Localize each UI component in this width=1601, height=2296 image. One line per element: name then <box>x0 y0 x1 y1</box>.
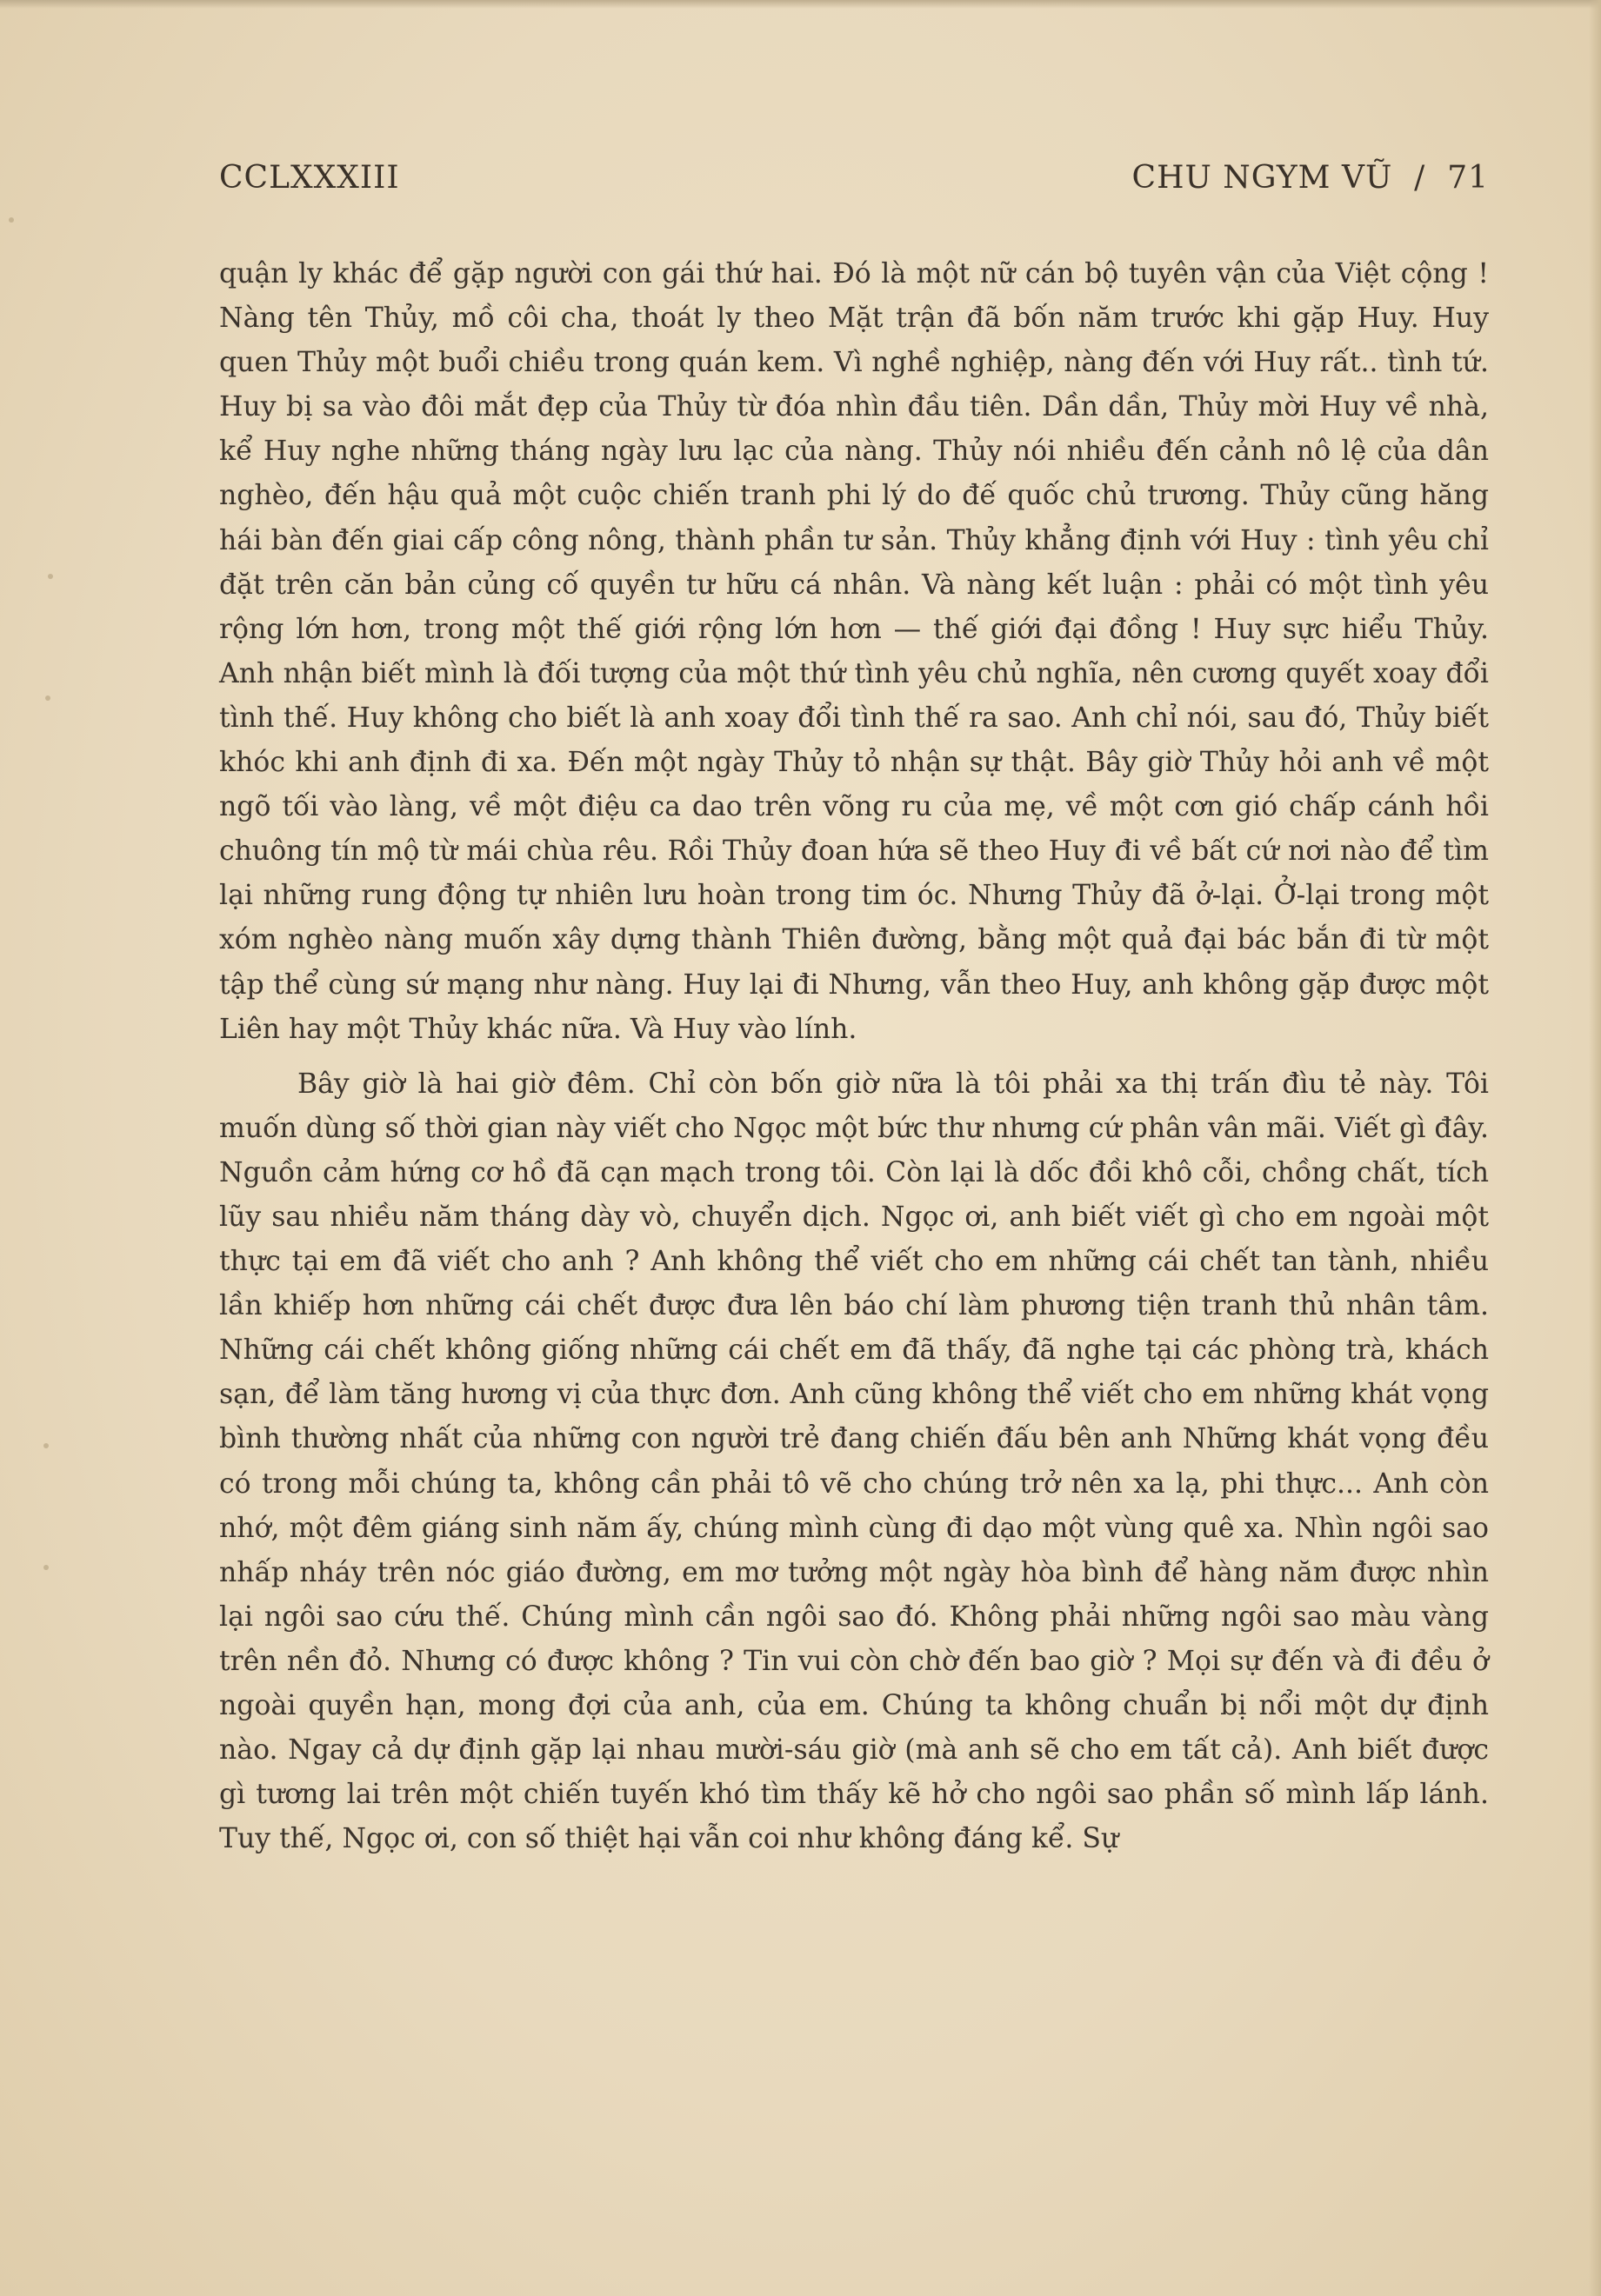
paper-speck <box>45 695 50 701</box>
paragraph-1: quận ly khác để gặp người con gái thứ hai. Đó là một nữ cán bộ tuyên vận của Việt cộng ! Nàng tên Thủy, mồ côi cha, thoát ly theo Mặt trận đã bốn năm trước khi gặp Huy. Huy quen Thủy một buổi chiều trong quán kem. Vì nghề nghiệp, nàng đến với Huy rất.. tình tứ. Huy bị sa vào đôi mắt đẹp của Thủy từ đóa nhìn đầu tiên. Dần dần, Thủy mời Huy về nhà, kể Huy nghe những tháng ngày lưu lạc của nàng. Thủy nói nhiều đến cảnh nô lệ của dân nghèo, đến hậu quả một cuộc chiến tranh phi lý do đế quốc chủ trương. Thủy cũng hăng hái bàn đến giai cấp công nông, thành phần tư sản. Thủy khẳng định với Huy : tình yêu chỉ đặt trên căn bản củng cố quyền tư hữu cá nhân. Và nàng kết luận : phải có một tình yêu rộng lớn hơn, trong một thế giới rộng lớn hơn — thế giới đại đồng ! Huy sực hiểu Thủy. Anh nhận biết mình là đối tượng của một thứ tình yêu chủ nghĩa, nên cương quyết xoay đổi tình thế. Huy không cho biết là anh xoay đổi tình thế ra sao. Anh chỉ nói, sau đó, Thủy biết khóc khi anh định đi xa. Đến một ngày Thủy tỏ nhận sự thật. Bây giờ Thủy hỏi anh về một ngõ tối vào làng, về một điệu ca dao trên võng ru của mẹ, về một cơn gió chấp cánh hồi chuông tín mộ từ mái chùa rêu. Rồi Thủy đoan hứa sẽ theo Huy đi về bất cứ nơi nào để tìm lại những rung động tự nhiên lưu hoàn trong tim óc. Nhưng Thủy đã ở-lại. Ở-lại trong một xóm nghèo nàng muốn xây dựng thành Thiên đường, bằng một quả đại bác bắn đi từ một tập thể cùng sứ mạng như nàng. Huy lại đi Nhưng, vẫn theo Huy, anh không gặp được một Liên hay một Thủy khác nữa. Và Huy vào lính. <box>219 258 1489 1045</box>
header-author-page: CHU NGYM VŨ / 71 <box>1131 160 1489 196</box>
header-section-number: CCLXXXIII <box>219 160 400 196</box>
paragraph-2: Bây giờ là hai giờ đêm. Chỉ còn bốn giờ nữa là tôi phải xa thị trấn đìu tẻ này. Tôi muốn dùng số thời gian này viết cho Ngọc một bức thư nhưng cứ phân vân mãi. Viết gì đây. Nguồn cảm hứng cơ hồ đã cạn mạch trong tôi. Còn lại là dốc đồi khô cỗi, chồng chất, tích lũy sau nhiều năm tháng dày vò, chuyển dịch. Ngọc ơi, anh biết viết gì cho em ngoài một thực tại em đã viết cho anh ? Anh không thể viết cho em những cái chết tan tành, nhiều lần khiếp hơn những cái chết được đưa lên báo chí làm phương tiện tranh thủ nhân tâm. Những cái chết không giống những cái chết em đã thấy, đã nghe tại các phòng trà, khách sạn, để làm tăng hương vị của thực đơn. Anh cũng không thể viết cho em những khát vọng bình thường nhất của những con người trẻ đang chiến đấu bên anh Những khát vọng đều có trong mỗi chúng ta, không cần phải tô vẽ cho chúng trở nên xa lạ, phi thực... Anh còn nhớ, một đêm giáng sinh năm ấy, chúng mình cùng đi dạo một vùng quê xa. Nhìn ngôi sao nhấp nháy trên nóc giáo đường, em mơ tưởng một ngày hòa bình để hàng năm được nhìn lại ngôi sao cứu thế. Chúng mình cần ngôi sao đó. Không phải những ngôi sao màu vàng trên nền đỏ. Nhưng có được không ? Tin vui còn chờ đến bao giờ ? Mọi sự đến và đi đều ở ngoài quyền hạn, mong đợi của anh, của em. Chúng ta không chuẩn bị nổi một dự định nào. Ngay cả dự định gặp lại nhau mười-sáu giờ (mà anh sẽ cho em tất cả). Anh biết được gì tương lai trên một chiến tuyến khó tìm thấy kẽ hở cho ngôi sao phần số mình lấp lánh. Tuy thế, Ngọc ơi, con số thiệt hại vẫn coi như không đáng kể. Sự <box>219 1068 1489 1855</box>
paper-speck <box>48 574 53 579</box>
page-right-edge <box>1589 0 1601 2296</box>
page-top-edge <box>0 0 1601 9</box>
running-header <box>219 160 1489 203</box>
paper-speck <box>9 217 14 223</box>
body-text <box>219 252 1489 1861</box>
paper-speck <box>43 1565 49 1570</box>
paper-speck <box>43 1443 49 1448</box>
